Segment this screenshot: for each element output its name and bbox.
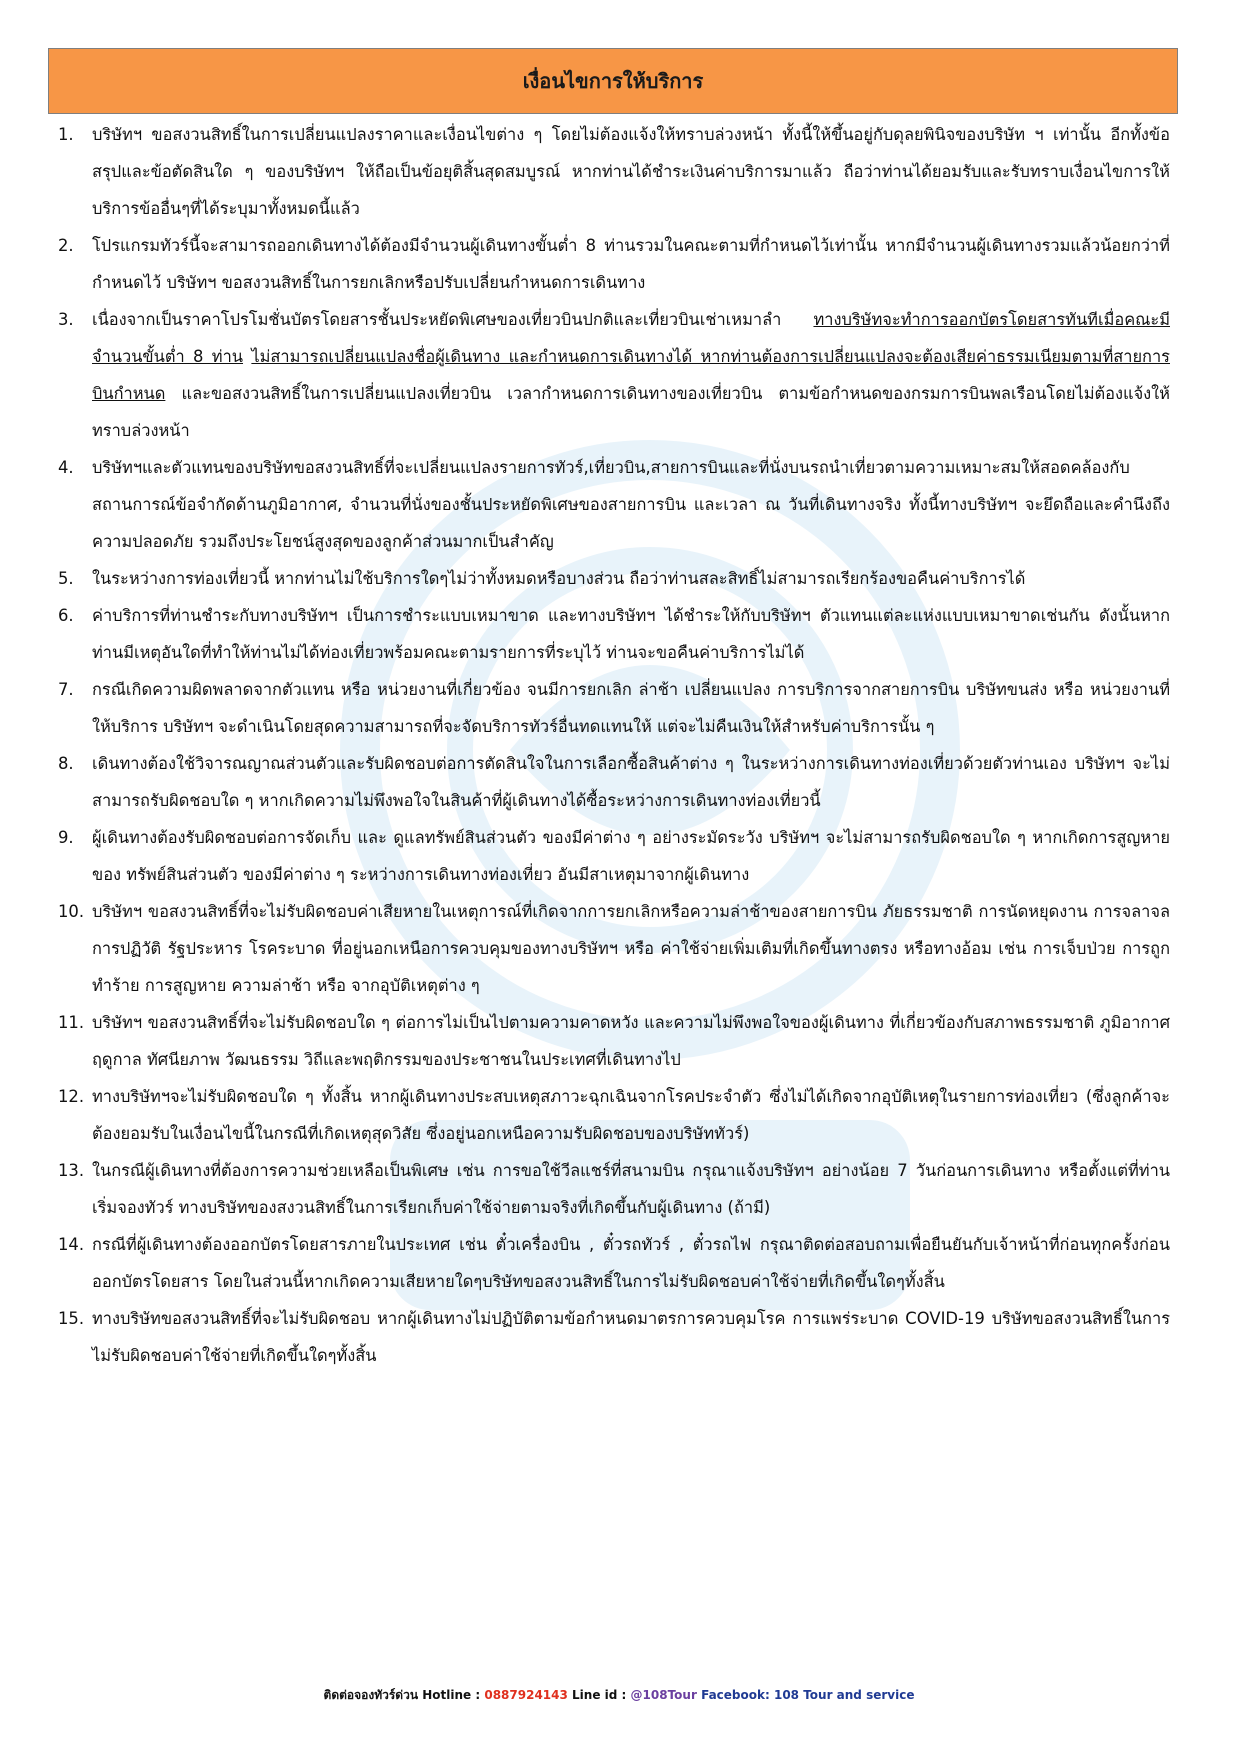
list-item xyxy=(58,597,1170,671)
list-item xyxy=(58,1004,1170,1078)
list-item xyxy=(58,745,1170,819)
item-text: ในกรณีผู้เดินทางที่ต้องการความช่วยเหลือเป็นพิเศษ เช่น การขอใช้วีลแชร์ที่สนามบิน กรุณาแจ้งบริษัทฯ อย่างน้อย 7 วันก่อนการเดินทาง หรือตั้งแต่ที่ท่านเริ่มจองทัวร์ ทางบริษัทของสงวนสิทธิ์ในการเรียกเก็บค่าใช้จ่ายตามจริงที่เกิดขึ้นกับผู้เดินทาง (ถ้ามี) xyxy=(92,1161,1170,1217)
facebook-label: Facebook: xyxy=(701,1688,770,1702)
list-item xyxy=(58,893,1170,1004)
facebook-page[interactable]: 108 Tour and service xyxy=(773,1688,915,1702)
list-item xyxy=(58,1226,1170,1300)
hotline-label: Hotline : xyxy=(422,1688,481,1702)
list-item xyxy=(58,116,1170,227)
list-item xyxy=(58,449,1170,560)
item-number: 5. xyxy=(58,569,74,588)
item-text: บริษัทฯ ขอสงวนสิทธิ์ที่จะไม่รับผิดชอบค่าเสียหายในเหตุการณ์ที่เกิดจากการยกเลิกหรือความล่าช้าของสายการบิน ภัยธรรมชาติ การนัดหยุดงาน การจลาจล การปฏิวัติ รัฐประหาร โรคระบาด ที่อยู่นอกเหนือการควบคุมของทางบริษัทฯ หรือ ค่าใช้จ่ายเพิ่มเติมที่เกิดขึ้นทางตรง หรือทางอ้อม เช่น การเจ็บป่วย การถูกทำร้าย การสูญหาย ความล่าช้า หรือ จากอุบัติเหตุต่าง ๆ xyxy=(92,902,1170,995)
item-text: บริษัทฯ ขอสงวนสิทธิ์ในการเปลี่ยนแปลงราคาและเงื่อนไขต่าง ๆ โดยไม่ต้องแจ้งให้ทราบล่วงหน้า ทั้งนี้ให้ขึ้นอยู่กับดุลยพินิจของบริษัท ฯ เท่านั้น อีกทั้งข้อสรุปและข้อตัดสินใด ๆ ของบริษัทฯ ให้ถือเป็นข้อยุติสิ้นสุดสมบูรณ์ หากท่านได้ชำระเงินค่าบริการมาแล้ว ถือว่าท่านได้ยอมรับและรับทราบเงื่อนไขการให้บริการข้ออื่นๆที่ได้ระบุมาทั้งหมดนี้แล้ว xyxy=(92,125,1170,218)
item-text-part: และขอสงวนสิทธิ์ในการเปลี่ยนแปลงเที่ยวบิน เวลากำหนดการเดินทางของเที่ยวบิน ตามข้อกำหนดของกรมการบินพลเรือนโดยไม่ต้องแจ้งให้ทราบล่วงหน้า xyxy=(92,384,1170,440)
item-text: โปรแกรมทัวร์นี้จะสามารถออกเดินทางได้ต้องมีจำนวนผู้เดินทางขั้นต่ำ 8 ท่านรวมในคณะตามที่กำหนดไว้เท่านั้น หากมีจำนวนผู้เดินทางรวมแล้วน้อยกว่าที่กำหนดไว้ บริษัทฯ ขอสงวนสิทธิ์ในการยกเลิกหรือปรับเปลี่ยนกำหนดการเดินทาง xyxy=(92,236,1170,292)
item-number: 15. xyxy=(58,1309,85,1328)
item-number: 4. xyxy=(58,458,74,477)
list-item xyxy=(58,301,1170,449)
contact-footer xyxy=(0,1686,1238,1705)
footer-prefix: ติดต่อจองทัวร์ด่วน xyxy=(323,1688,419,1702)
item-text: กรณีที่ผู้เดินทางต้องออกบัตรโดยสารภายในประเทศ เช่น ตั๋วเครื่องบิน , ตั๋วรถทัวร์ , ตั๋วรถไฟ กรุณาติดต่อสอบถามเพื่อยืนยันกับเจ้าหน้าที่ก่อนทุกครั้งก่อนออกบัตรโดยสาร โดยในส่วนนี้หากเกิดความเสียหายใดๆบริษัทขอสงวนสิทธิ์ในการไม่รับผิดชอบค่าใช้จ่ายที่เกิดขึ้นใดๆทั้งสิ้น xyxy=(92,1235,1170,1291)
item-number: 10. xyxy=(58,902,85,921)
item-text: ผู้เดินทางต้องรับผิดชอบต่อการจัดเก็บ และ ดูแลทรัพย์สินส่วนตัว ของมีค่าต่าง ๆ อย่างระมัดระวัง บริษัทฯ จะไม่สามารถรับผิดชอบใด ๆ หากเกิดการสูญหายของ ทรัพย์สินส่วนตัว ของมีค่าต่าง ๆ ระหว่างการเดินทางท่องเที่ยว อันมีสาเหตุมาจากผู้เดินทาง xyxy=(92,828,1170,884)
item-text-part: เนื่องจากเป็นราคาโปรโมชั่นบัตรโดยสารชั้นประหยัดพิเศษของเที่ยวบินปกติและเที่ยวบินเช่าเหมาลำ xyxy=(92,310,814,329)
item-text xyxy=(92,301,1170,449)
list-item xyxy=(58,819,1170,893)
item-text: บริษัทฯ ขอสงวนสิทธิ์ที่จะไม่รับผิดชอบใด ๆ ต่อการไม่เป็นไปตามความคาดหวัง และความไม่พึงพอใจของผู้เดินทาง ที่เกี่ยวข้องกับสภาพธรรมชาติ ภูมิอากาศ ฤดูกาล ทัศนียภาพ วัฒนธรรม วิถีและพฤติกรรมของประชาชนในประเทศที่เดินทางไป xyxy=(92,1013,1170,1069)
item-number: 14. xyxy=(58,1235,85,1254)
list-item xyxy=(58,1152,1170,1226)
item-text: บริษัทฯและตัวแทนของบริษัทขอสงวนสิทธิ์ที่จะเปลี่ยนแปลงรายการทัวร์,เที่ยวบิน,สายการบินและที่นั่งบนรถนำเที่ยวตามความเหมาะสมให้สอดคล้องกับสถานการณ์ข้อจำกัดด้านภูมิอากาศ, จำนวนที่นั่งของชั้นประหยัดพิเศษของสายการบิน และเวลา ณ วันที่เดินทางจริง ทั้งนี้ทางบริษัทฯ จะยึดถือและคำนึงถึงความปลอดภัย รวมถึงประโยชน์สูงสุดของลูกค้าส่วนมากเป็นสำคัญ xyxy=(92,458,1170,551)
list-item xyxy=(58,1300,1170,1374)
item-number: 6. xyxy=(58,606,74,625)
line-id[interactable]: @108Tour xyxy=(630,1688,697,1702)
list-item xyxy=(58,227,1170,301)
item-text: ในระหว่างการท่องเที่ยวนี้ หากท่านไม่ใช้บริการใดๆไม่ว่าทั้งหมดหรือบางส่วน ถือว่าท่านสละสิทธิ์ไม่สามารถเรียกร้องขอคืนค่าบริการได้ xyxy=(92,569,1026,588)
line-label: Line id : xyxy=(572,1688,627,1702)
item-text: เดินทางต้องใช้วิจารณญาณส่วนตัวและรับผิดชอบต่อการตัดสินใจในการเลือกซื้อสินค้าต่าง ๆ ในระหว่างการเดินทางท่องเที่ยวด้วยตัวท่านเอง บริษัทฯ จะไม่สามารถรับผิดชอบใด ๆ หากเกิดความไม่พึงพอใจในสินค้าที่ผู้เดินทางได้ซื้อระหว่างการเดินทางท่องเที่ยวนี้ xyxy=(92,754,1170,810)
item-text: ทางบริษัทฯจะไม่รับผิดชอบใด ๆ ทั้งสิ้น หากผู้เดินทางประสบเหตุสภาวะฉุกเฉินจากโรคประจำตัว ซึ่งไม่ได้เกิดจากอุบัติเหตุในรายการท่องเที่ยว (ซึ่งลูกค้าจะต้องยอมรับในเงื่อนไขนี้ในกรณีที่เกิดเหตุสุดวิสัย ซึ่งอยู่นอกเหนือความรับผิดชอบของบริษัททัวร์) xyxy=(92,1087,1170,1143)
page-title: เงื่อนไขการให้บริการ xyxy=(522,69,704,93)
item-number: 3. xyxy=(58,310,74,329)
hotline-number[interactable]: 0887924143 xyxy=(484,1688,568,1702)
underlined-text: ทางบริษัทจะทำการออกบัตรโดยสารทันทีเมื่อคณะมีจำนวนขั้นต่ำ 8 ท่าน xyxy=(92,310,1170,366)
list-item xyxy=(58,671,1170,745)
item-text: ทางบริษัทขอสงวนสิทธิ์ที่จะไม่รับผิดชอบ หากผู้เดินทางไม่ปฏิบัติตามข้อกำหนดมาตรการควบคุมโรค การแพร่ระบาด COVID-19 บริษัทขอสงวนสิทธิ์ในการไม่รับผิดชอบค่าใช้จ่ายที่เกิดขึ้นใดๆทั้งสิ้น xyxy=(92,1309,1170,1365)
item-text: กรณีเกิดความผิดพลาดจากตัวแทน หรือ หน่วยงานที่เกี่ยวข้อง จนมีการยกเลิก ล่าช้า เปลี่ยนแปลง การบริการจากสายการบิน บริษัทขนส่ง หรือ หน่วยงานที่ให้บริการ บริษัทฯ จะดำเนินโดยสุดความสามารถที่จะจัดบริการทัวร์อื่นทดแทนให้ แต่จะไม่คืนเงินให้สำหรับค่าบริการนั้น ๆ xyxy=(92,680,1170,736)
item-number: 2. xyxy=(58,236,74,255)
page-header xyxy=(48,48,1178,114)
item-number: 8. xyxy=(58,754,74,773)
list-item xyxy=(58,560,1170,597)
item-number: 9. xyxy=(58,828,74,847)
item-number: 11. xyxy=(58,1013,85,1032)
item-number: 7. xyxy=(58,680,74,699)
item-text: ค่าบริการที่ท่านชำระกับทางบริษัทฯ เป็นการชำระแบบเหมาขาด และทางบริษัทฯ ได้ชำระให้กับบริษัทฯ ตัวแทนแต่ละแห่งแบบเหมาขาดเช่นกัน ดังนั้นหากท่านมีเหตุอันใดที่ทำให้ท่านไม่ได้ท่องเที่ยวพร้อมคณะตามรายการที่ระบุไว้ ท่านจะขอคืนค่าบริการไม่ได้ xyxy=(92,606,1170,662)
underlined-text: ไม่สามารถเปลี่ยนแปลงชื่อผู้เดินทาง และกำหนดการเดินทางได้ หากท่านต้องการเปลี่ยนแปลงจะต้องเสียค่าธรรมเนียมตามที่สายการบินกำหนด xyxy=(92,347,1170,403)
list-item xyxy=(58,1078,1170,1152)
terms-list xyxy=(58,116,1170,1374)
item-number: 12. xyxy=(58,1087,85,1106)
item-number: 13. xyxy=(58,1161,85,1180)
item-number: 1. xyxy=(58,125,74,144)
